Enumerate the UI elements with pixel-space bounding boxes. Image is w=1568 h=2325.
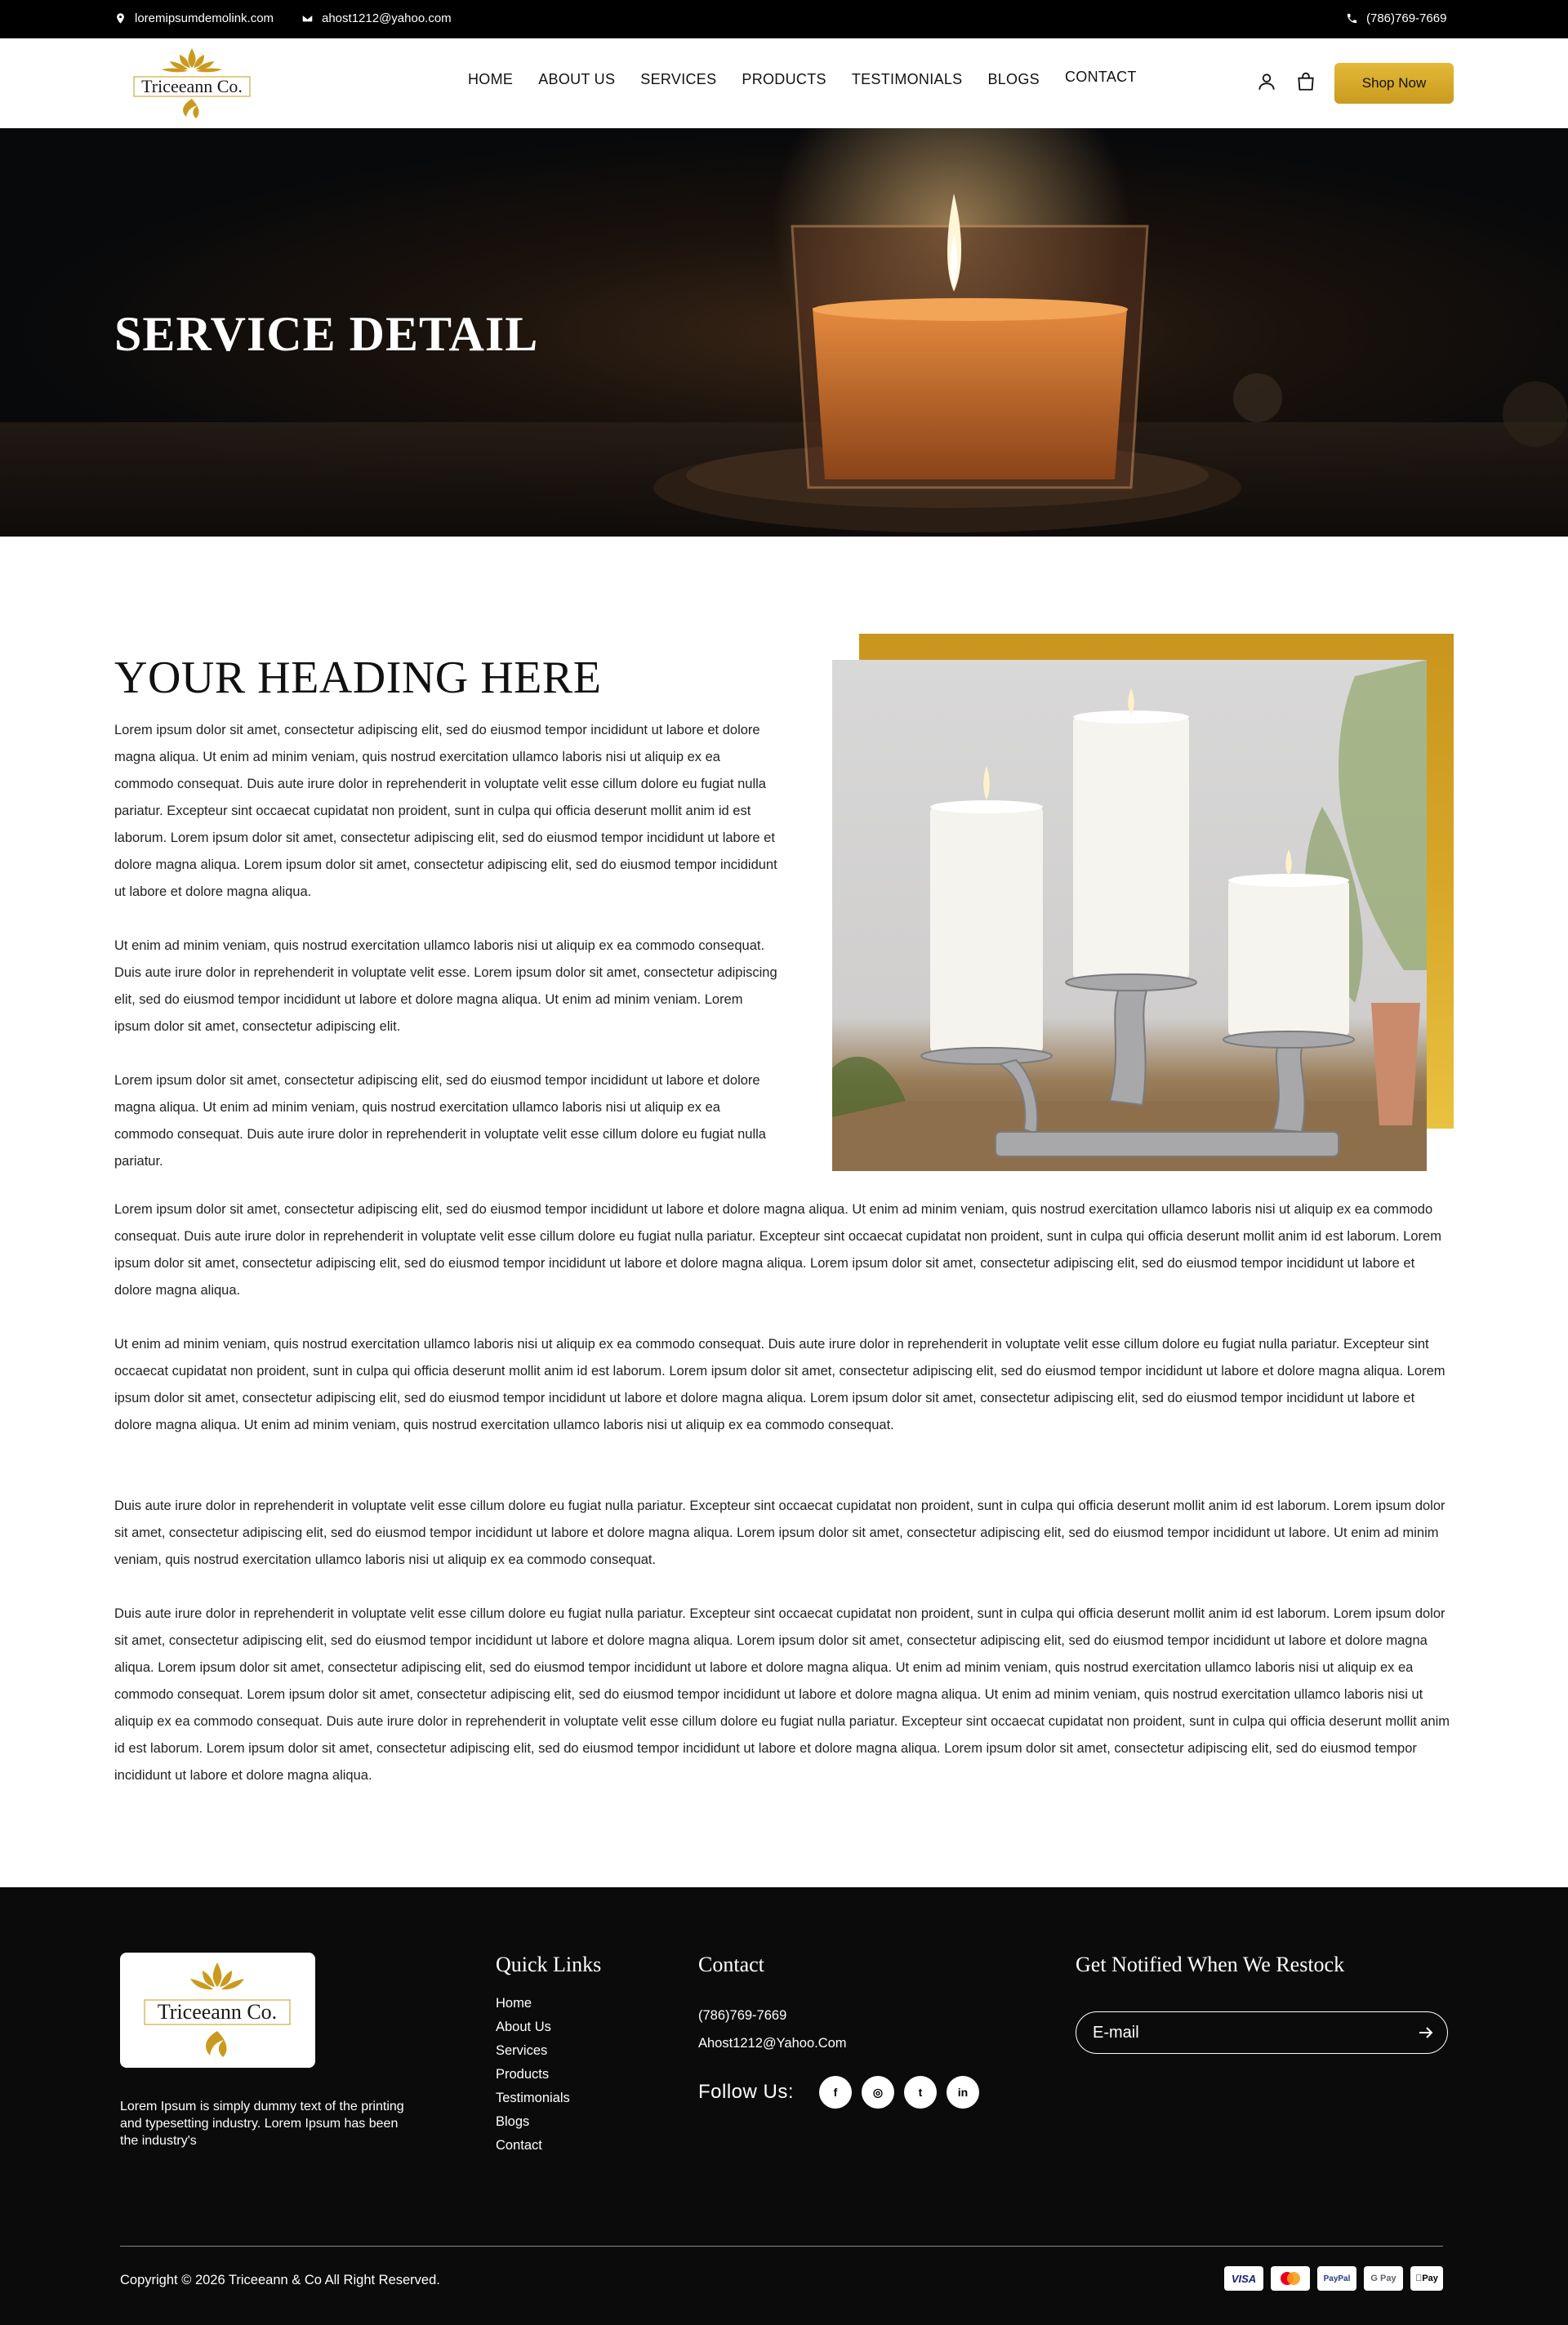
nav-about-us[interactable]: ABOUT US <box>538 71 616 87</box>
phone-text: (786)769-7669 <box>1366 11 1447 25</box>
user-icon[interactable] <box>1256 71 1277 92</box>
side-paragraph-3: Lorem ipsum dolor sit amet, consectetur adipiscing elit, sed do eiusmod tempor incididunt ut labore et dolore magna aliqua. Ut enim ad minim veniam, quis nostrud exercitation ullamco laboris nisi ut aliquip ex ea commodo consequat. Duis aute irure dolor in reprehenderit in voluptate velit esse cillum dolore eu fugiat nulla pariatur. <box>114 1073 766 1169</box>
full-paragraph-2: Ut enim ad minim veniam, quis nostrud exercitation ullamco laboris nisi ut aliquip ex ea commodo consequat. Duis aute irure dolor in reprehenderit in voluptate velit esse cillum dolore eu fugiat nulla pariatur. Excepteur sint occaecat cupidatat non proident, sunt in culpa qui officia deserunt mollit anim id est laborum. Lorem ipsum dolor sit amet, consectetur adipiscing elit, sed do eiusmod tempor incididunt ut labore et dolore magna aliqua. Lorem ipsum dolor sit amet, consectetur adipiscing elit, sed do eiusmod tempor incididunt ut labore et dolore magna aliqua. Lorem ipsum dolor sit amet, consectetur adipiscing elit, sed do eiusmod tempor incididunt ut labore et dolore magna aliqua. Ut enim ad minim veniam, quis nostrud exercitation ullamco laboris nisi ut aliquip ex ea commodo consequat. <box>114 1337 1446 1432</box>
site-footer <box>0 1887 1568 2325</box>
hero-banner <box>0 128 1568 537</box>
nav-contact[interactable]: CONTACT <box>1064 69 1137 85</box>
follow-us-label: Follow Us: <box>698 2081 795 2103</box>
map-pin-icon <box>114 12 127 24</box>
quick-links-list <box>496 1992 570 2158</box>
brand-logo[interactable] <box>122 43 261 123</box>
nav-products[interactable]: PRODUCTS <box>742 71 826 87</box>
visa-icon: VISA <box>1224 2266 1263 2291</box>
nav-services[interactable]: SERVICES <box>640 71 717 87</box>
restock-email-input[interactable] <box>1093 2020 1403 2045</box>
footer-link-blogs[interactable]: Blogs <box>496 2114 530 2129</box>
website-text: loremipsumdemolink.com <box>135 11 274 25</box>
side-paragraph-1: Lorem ipsum dolor sit amet, consectetur adipiscing elit, sed do eiusmod tempor incididunt ut labore et dolore magna aliqua. Ut enim ad minim veniam, quis nostrud exercitation ullamco laboris nisi ut aliquip ex ea commodo consequat. Duis aute irure dolor in reprehenderit in voluptate velit esse cillum dolore eu fugiat nulla pariatur. Excepteur sint occaecat cupidatat non proident, sunt in culpa qui officia deserunt mollit anim id est laborum. Lorem ipsum dolor sit amet, consectetur adipiscing elit, sed do eiusmod tempor incididunt ut labore et dolore magna aliqua. Lorem ipsum dolor sit amet, consectetur adipiscing elit, sed do eiusmod tempor incididunt ut labore et dolore magna aliqua. <box>114 723 777 899</box>
restock-title: Get Notified When We Restock <box>1076 1953 1345 1976</box>
paypal-icon: PayPal <box>1317 2266 1356 2291</box>
nav-blogs[interactable]: BLOGS <box>987 71 1040 87</box>
contact-title: Contact <box>698 1953 764 1976</box>
twitter-icon[interactable]: t <box>904 2076 937 2109</box>
nav-home[interactable]: HOME <box>468 71 514 87</box>
footer-link-services[interactable]: Services <box>496 2043 548 2058</box>
footer-link-contact[interactable]: Contact <box>496 2138 542 2153</box>
shopping-bag-icon[interactable] <box>1295 71 1316 92</box>
linkedin-icon[interactable]: in <box>947 2076 979 2109</box>
candles-photo <box>832 660 1427 1171</box>
top-bar <box>0 0 1568 38</box>
footer-link-home[interactable]: Home <box>496 1996 532 2011</box>
footer-phone[interactable]: (786)769-7669 <box>698 2008 787 2023</box>
main-nav <box>468 71 1137 88</box>
email-text: ahost1212@yahoo.com <box>322 11 452 25</box>
instagram-icon[interactable]: ◎ <box>862 2076 894 2109</box>
footer-link-about-us[interactable]: About Us <box>496 2020 551 2034</box>
website-link[interactable] <box>114 11 274 25</box>
hero-title: SERVICE DETAIL <box>114 307 539 361</box>
nav-testimonials[interactable]: TESTIMONIALS <box>851 71 963 87</box>
facebook-icon[interactable]: f <box>819 2076 852 2109</box>
footer-about-text: Lorem Ipsum is simply dummy text of the printing and typesetting industry. Lorem Ipsum has been the industry's <box>120 2100 404 2148</box>
phone-icon <box>1346 12 1358 24</box>
logo-text: Triceeann Co. <box>141 76 243 96</box>
restock-email-form <box>1076 2011 1448 2054</box>
quick-links-title: Quick Links <box>496 1953 602 1976</box>
mastercard-icon <box>1271 2266 1310 2291</box>
arrow-right-icon[interactable] <box>1416 2023 1436 2042</box>
full-paragraph-1: Lorem ipsum dolor sit amet, consectetur adipiscing elit, sed do eiusmod tempor incididunt ut labore et dolore magna aliqua. Ut enim ad minim veniam, quis nostrud exercitation ullamco laboris nisi ut aliquip ex ea commodo consequat. Duis aute irure dolor in reprehenderit in voluptate velit esse cillum dolore eu fugiat nulla pariatur. Excepteur sint occaecat cupidatat non proident, sunt in culpa qui officia deserunt mollit anim id est laborum. Lorem ipsum dolor sit amet, consectetur adipiscing elit, sed do eiusmod tempor incididunt ut labore et dolore magna aliqua. Lorem ipsum dolor sit amet, consectetur adipiscing elit, sed do eiusmod tempor incididunt ut labore et dolore magna aliqua. <box>114 1202 1441 1298</box>
content-heading: YOUR HEADING HERE <box>114 653 602 703</box>
footer-logo[interactable] <box>120 1953 315 2068</box>
footer-logo-text: Triceeann Co. <box>157 2000 278 2024</box>
shop-now-button[interactable]: Shop Now <box>1334 63 1454 104</box>
google-pay-icon: G Pay <box>1364 2266 1403 2291</box>
apple-pay-text: Pay <box>1419 2274 1435 2283</box>
side-paragraph-2: Ut enim ad minim veniam, quis nostrud exercitation ullamco laboris nisi ut aliquip ex ea commodo consequat. Duis aute irure dolor in reprehenderit in voluptate velit esse. Lorem ipsum dolor sit amet, consectetur adipiscing elit, sed do eiusmod tempor incididunt ut labore et dolore magna aliqua. Ut enim ad minim veniam. Lorem ipsum dolor sit amet, consectetur adipiscing elit. <box>114 938 777 1034</box>
apple-glyph <box>1415 2274 1422 2283</box>
full-paragraph-3: Duis aute irure dolor in reprehenderit in voluptate velit esse cillum dolore eu fugiat nulla pariatur. Excepteur sint occaecat cupidatat non proident, sunt in culpa qui officia deserunt mollit anim id est laborum. Lorem ipsum dolor sit amet, consectetur adipiscing elit, sed do eiusmod tempor incididunt ut labore et dolore magna aliqua. Lorem ipsum dolor sit amet, consectetur adipiscing elit, sed do eiusmod tempor incididunt ut labore. Ut enim ad minim veniam, quis nostrud exercitation ullamco laboris nisi ut aliquip ex ea commodo consequat. <box>114 1499 1446 1567</box>
site-header <box>0 38 1568 128</box>
footer-link-products[interactable]: Products <box>496 2067 550 2082</box>
apple-pay-icon <box>1410 2266 1443 2291</box>
footer-email[interactable]: Ahost1212@Yahoo.Com <box>698 2036 847 2051</box>
phone-link[interactable] <box>1346 11 1446 25</box>
envelope-icon <box>301 12 314 24</box>
copyright-text: Copyright © 2026 Triceeann & Co All Right Reserved. <box>120 2273 440 2287</box>
footer-divider <box>120 2246 1443 2247</box>
email-link[interactable] <box>301 11 452 25</box>
full-paragraph-4: Duis aute irure dolor in reprehenderit in voluptate velit esse cillum dolore eu fugiat nulla pariatur. Excepteur sint occaecat cupidatat non proident, sunt in culpa qui officia deserunt mollit anim id est laborum. Lorem ipsum dolor sit amet, consectetur adipiscing elit, sed do eiusmod tempor incididunt ut labore et dolore magna aliqua. Lorem ipsum dolor sit amet, consectetur adipiscing elit, sed do eiusmod tempor incididunt ut labore et dolore magna aliqua. Lorem ipsum dolor sit amet, consectetur adipiscing elit, sed do eiusmod tempor incididunt ut labore et dolore magna aliqua. Ut enim ad minim veniam, quis nostrud exercitation ullamco laboris nisi ut aliquip ex ea commodo consequat. Lorem ipsum dolor sit amet, consectetur adipiscing elit, sed do eiusmod tempor incididunt ut labore et dolore magna aliqua. Ut enim ad minim veniam, quis nostrud exercitation ullamco laboris nisi ut aliquip ex ea commodo consequat. Duis aute irure dolor in reprehenderit in voluptate velit esse cillum dolore eu fugiat nulla pariatur. Excepteur sint occaecat cupidatat non proident, sunt in culpa qui officia deserunt mollit anim id est laborum. Lorem ipsum dolor sit amet, consectetur adipiscing elit, sed do eiusmod tempor incididunt ut labore et dolore magna aliqua. Lorem ipsum dolor sit amet, consectetur adipiscing elit, sed do eiusmod tempor incididunt ut labore et dolore magna aliqua. <box>114 1606 1450 1783</box>
footer-link-testimonials[interactable]: Testimonials <box>496 2091 570 2105</box>
